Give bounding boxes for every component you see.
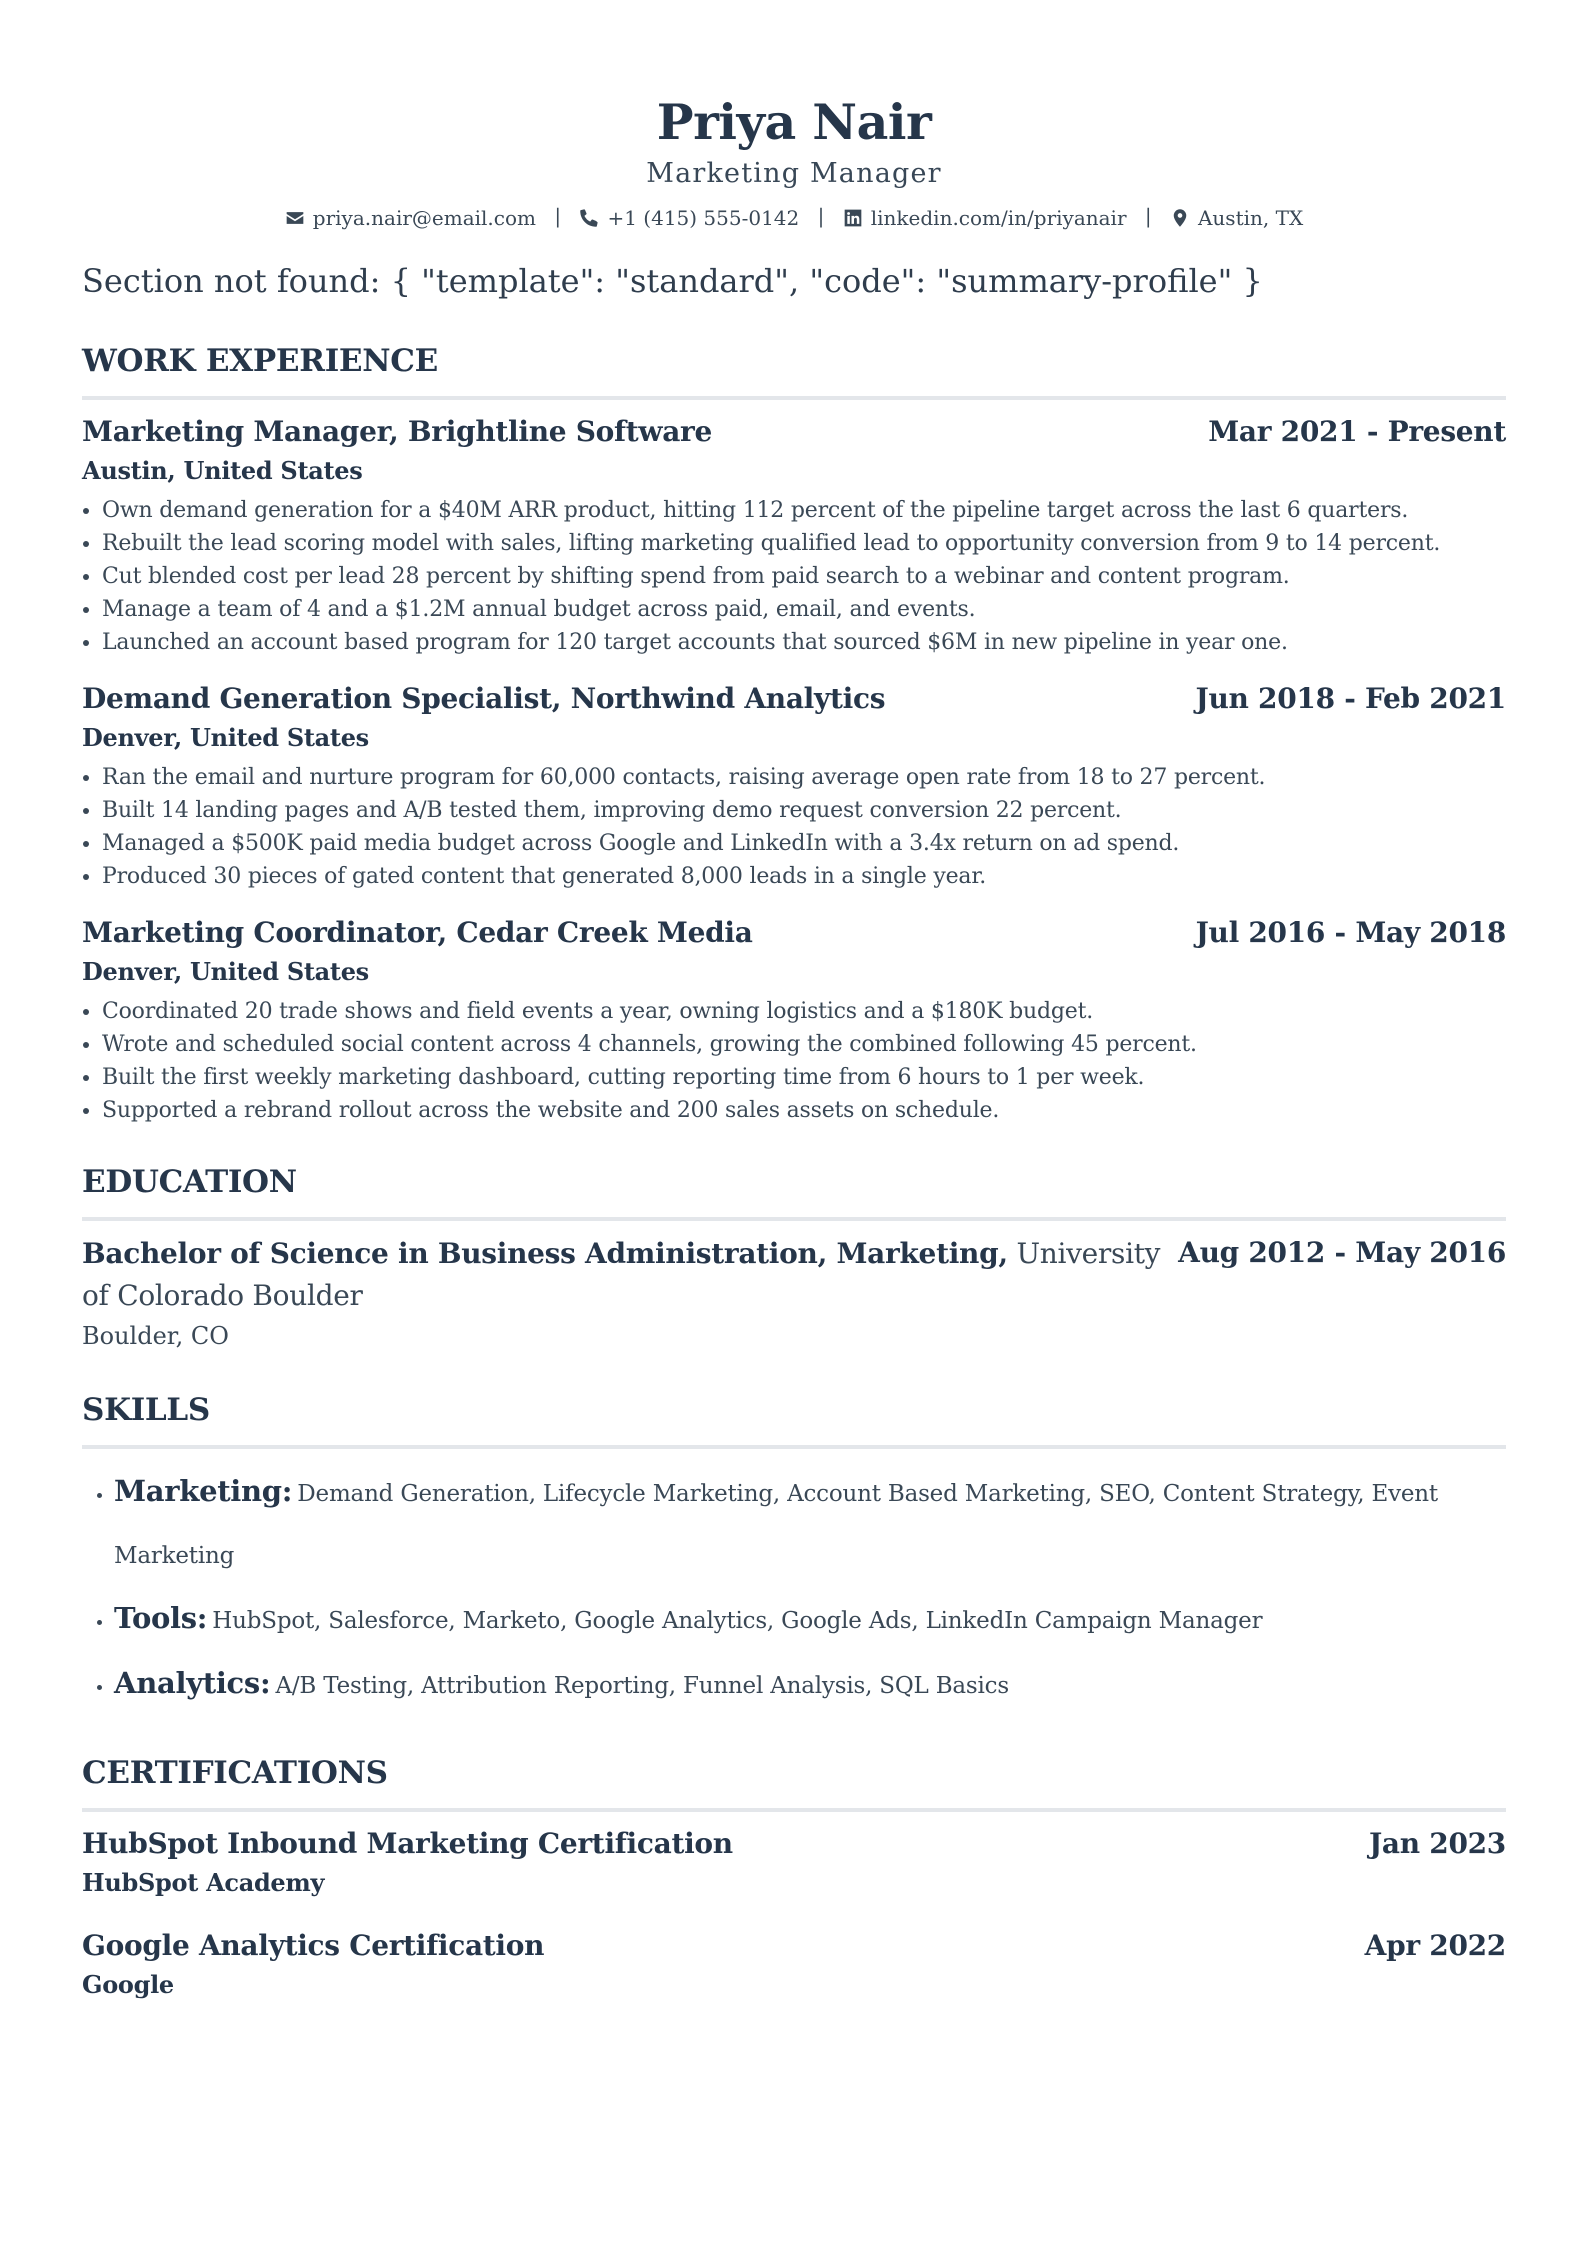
job-bullet: • Managed a $500K paid media budget across Google and LinkedIn with a 3.4x return on ad spend. [102,827,1506,860]
contact-linkedin[interactable] [843,200,1127,236]
certification-issuer: HubSpot Academy [82,1867,325,1897]
job-entry [82,412,1506,659]
section-divider [82,1217,1506,1221]
job-bullet: • Built 14 landing pages and A/B tested them, improving demo request conversion 22 percent. [102,794,1506,827]
skill-category: Tools: [114,1600,208,1635]
candidate-title: Marketing Manager [646,158,942,189]
skills-list [82,1461,1506,1718]
education-degree: Bachelor of Science in Business Administration, Marketing, [82,1236,1008,1270]
contact-phone-text: +1 (415) 555-0142 [607,205,800,230]
skill-items: Demand Generation, Lifecycle Marketing, Account Based Marketing, SEO, Content Strategy, Event Marketing [114,1480,1438,1569]
section-heading: EDUCATION [82,1163,297,1200]
job-bullet: • Produced 30 pieces of gated content that generated 8,000 leads in a single year. [102,860,1506,893]
certification-date: Apr 2022 [1364,1928,1506,1962]
skill-items: HubSpot, Salesforce, Marketo, Google Analytics, Google Ads, LinkedIn Campaign Manager [212,1607,1263,1634]
skill-items: A/B Testing, Attribution Reporting, Funnel Analysis, SQL Basics [275,1672,1009,1699]
linkedin-icon [843,208,863,228]
contact-location [1170,200,1303,236]
job-dates: Jun 2018 - Feb 2021 [1195,681,1506,715]
job-bullet: • Manage a team of 4 and a $1.2M annual budget across paid, email, and events. [102,593,1506,626]
skill-group [114,1653,1506,1718]
job-entry [82,913,1506,1127]
candidate-name: Priya Nair [656,93,932,151]
education-school: University of Colorado Boulder [82,1236,1161,1312]
job-bullet: • Rebuilt the lead scoring model with sales, lifting marketing qualified lead to opportunity conversion from 9 to 14 percent. [102,527,1506,560]
job-bullets [82,995,1506,1127]
contact-separator: | [1144,204,1152,228]
section-divider [82,1445,1506,1449]
job-bullet: • Launched an account based program for 120 target accounts that sourced $6M in new pipeline in year one. [102,626,1506,659]
job-location: Denver, United States [82,956,369,986]
certification-issuer: Google [82,1969,174,1999]
job-location: Austin, United States [82,455,363,485]
map-pin-icon [1170,208,1190,228]
skill-group [114,1588,1506,1653]
contact-linkedin-text: linkedin.com/in/priyanair [870,205,1127,230]
certification-name: HubSpot Inbound Marketing Certification [82,1826,733,1860]
education-dates: Aug 2012 - May 2016 [1178,1235,1506,1269]
section-divider [82,1808,1506,1812]
contact-separator: | [817,204,825,228]
skill-category: Marketing: [114,1473,293,1508]
contact-separator: | [554,204,562,228]
education-location: Boulder, CO [82,1321,229,1350]
job-bullet: • Cut blended cost per lead 28 percent by shifting spend from paid search to a webinar and content program. [102,560,1506,593]
section-heading: SKILLS [82,1391,211,1428]
education-degree-line [82,1233,1178,1317]
job-location: Denver, United States [82,722,369,752]
certification-entry [82,1926,1506,2004]
job-role: Marketing Manager, Brightline Software [82,414,713,448]
job-bullet: • Ran the email and nurture program for 60,000 contacts, raising average open rate from 18 to 27 percent. [102,761,1506,794]
job-role: Demand Generation Specialist, Northwind Analytics [82,681,886,715]
section-heading: WORK EXPERIENCE [82,342,438,379]
job-bullet: • Own demand generation for a $40M ARR product, hitting 112 percent of the pipeline target across the last 6 quarters. [102,494,1506,527]
job-bullet: • Wrote and scheduled social content across 4 channels, growing the combined following 45 percent. [102,1028,1506,1061]
job-entry [82,679,1506,893]
contact-line [82,198,1506,236]
certification-date: Jan 2023 [1368,1826,1506,1860]
envelope-icon [285,208,305,228]
job-bullet: • Supported a rebrand rollout across the website and 200 sales assets on schedule. [102,1094,1506,1127]
job-dates: Mar 2021 - Present [1208,414,1506,448]
job-dates: Jul 2016 - May 2018 [1195,915,1506,949]
skill-category: Analytics: [114,1665,271,1700]
education-entry [82,1233,1506,1317]
education-section [82,1161,1506,1355]
contact-email[interactable] [285,200,536,236]
work-experience-section [82,340,1506,1127]
contact-location-text: Austin, TX [1197,205,1304,230]
job-bullets [82,761,1506,893]
phone-icon [579,208,599,228]
contact-phone[interactable] [579,200,799,236]
certification-name: Google Analytics Certification [82,1928,545,1962]
job-bullet: • Built the first weekly marketing dashboard, cutting reporting time from 6 hours to 1 per week. [102,1061,1506,1094]
job-role: Marketing Coordinator, Cedar Creek Media [82,915,753,949]
contact-email-text: priya.nair@email.com [312,205,536,230]
resume-header [82,0,1506,236]
job-bullet: • Coordinated 20 trade shows and field events a year, owning logistics and a $180K budget. [102,995,1506,1028]
skills-section [82,1389,1506,1718]
skill-group [114,1461,1506,1588]
section-heading: CERTIFICATIONS [82,1754,388,1791]
certifications-section [82,1752,1506,2004]
summary-error-message: Section not found: { "template": "standard", "code": "summary-profile" } [82,261,1263,300]
job-bullets [82,494,1506,659]
section-divider [82,396,1506,400]
certification-entry [82,1824,1506,1902]
